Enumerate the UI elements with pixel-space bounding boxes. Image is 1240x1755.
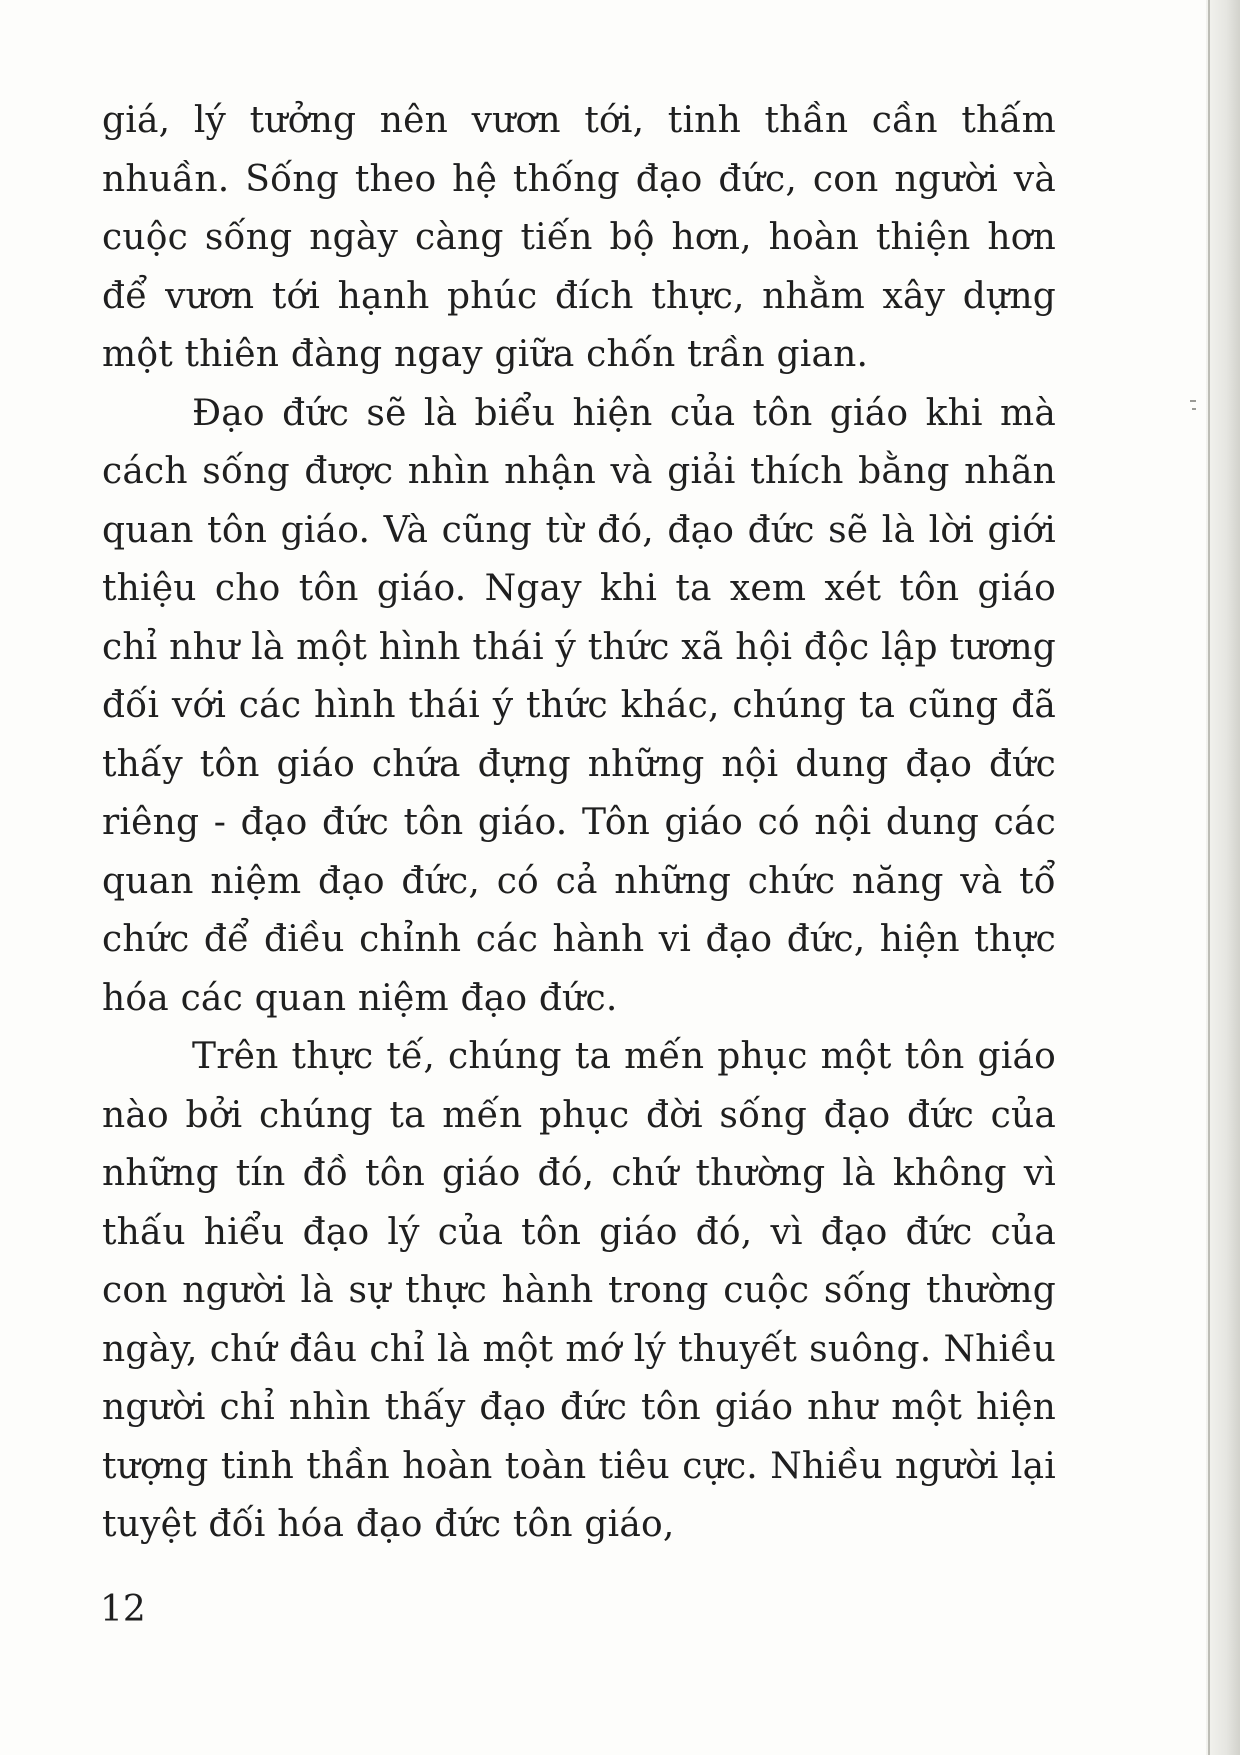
body-text: [102, 92, 1056, 1555]
page-number: 12: [100, 1589, 146, 1630]
page-edge-line: [1208, 0, 1210, 1755]
margin-mark: [1190, 400, 1200, 420]
paragraph-3: Trên thực tế, chúng ta mến phục một tôn giáo nào bởi chúng ta mến phục đời sống đạo đức của những tín đồ tôn giáo đó, chứ thường là không vì thấu hiểu đạo lý của tôn giáo đó, vì đạo đức của con người là sự thực hành trong cuộc sống thường ngày, chứ đâu chỉ là một mớ lý thuyết suông. Nhiều người chỉ nhìn thấy đạo đức tôn giáo như một hiện tượng tinh thần hoàn toàn tiêu cực. Nhiều người lại tuyệt đối hóa đạo đức tôn giáo,: [102, 1036, 1056, 1545]
paragraph-2: Đạo đức sẽ là biểu hiện của tôn giáo khi mà cách sống được nhìn nhận và giải thích bằng nhãn quan tôn giáo. Và cũng từ đó, đạo đức sẽ là lời giới thiệu cho tôn giáo. Ngay khi ta xem xét tôn giáo chỉ như là một hình thái ý thức xã hội độc lập tương đối với các hình thái ý thức khác, chúng ta cũng đã thấy tôn giáo chứa đựng những nội dung đạo đức riêng - đạo đức tôn giáo. Tôn giáo có nội dung các quan niệm đạo đức, có cả những chức năng và tổ chức để điều chỉnh các hành vi đạo đức, hiện thực hóa các quan niệm đạo đức.: [102, 392, 1056, 1019]
page-edge-shadow: [1206, 0, 1240, 1755]
paragraph-1: giá, lý tưởng nên vươn tới, tinh thần cần thấm nhuần. Sống theo hệ thống đạo đức, con người và cuộc sống ngày càng tiến bộ hơn, hoàn thiện hơn để vươn tới hạnh phúc đích thực, nhằm xây dựng một thiên đàng ngay giữa chốn trần gian.: [102, 100, 1056, 375]
